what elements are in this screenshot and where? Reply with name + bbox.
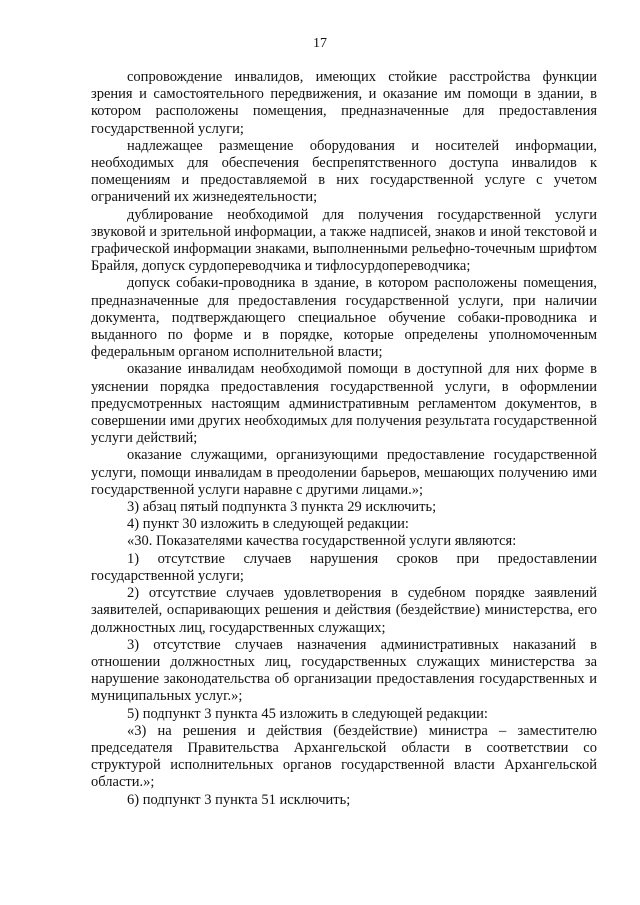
paragraph: оказание инвалидам необходимой помощи в доступной для них форме в уяснении порядка предоставления государственной услуги, в оформлении предусмотренных настоящим административным регламентом документов, в совершении ими других необходимых для получения результата государственной услуги действий; (91, 361, 597, 447)
paragraph: «30. Показателями качества государственной услуги являются: (127, 533, 517, 550)
paragraph: 1) отсутствие случаев нарушения сроков при предоставлении государственной услуги; (91, 550, 597, 584)
paragraph: дублирование необходимой для получения государственной услуги звуковой и зрительной информации, а также надписей, знаков и иной текстовой и графической информации знаками, выполненными рельефно-точечным шрифтом Брайля, допуск сурдопереводчика и тифлосурдопереводчика; (91, 206, 597, 275)
paragraph: 6) подпункт 3 пункта 51 исключить; (127, 791, 351, 808)
page-number: 17 (313, 36, 327, 51)
paragraph: надлежащее размещение оборудования и носителей информации, необходимых для обеспечения беспрепятственного доступа инвалидов к помещениям и предоставляемой в них государственной услуге с учетом ограничений их жизнедеятельности; (91, 137, 597, 206)
document-body (91, 69, 597, 809)
paragraph: сопровождение инвалидов, имеющих стойкие расстройства функции зрения и самостоятельного передвижения, и оказание им помощи в здании, в котором расположены помещения, предназначенные для предоставления государственной услуги; (91, 69, 597, 137)
paragraph: 3) отсутствие случаев назначения административных наказаний в отношении должностных лиц, государственных служащих министерства за нарушение законодательства об организации предоставления государственных и муниципальных услуг.»; (91, 636, 597, 705)
paragraph: оказание служащими, организующими предоставление государственной услуги, помощи инвалидам в преодолении барьеров, мешающих получению ими государственной услуги наравне с другими лицами.»; (91, 447, 597, 498)
paragraph: 5) подпункт 3 пункта 45 изложить в следующей редакции: (127, 705, 488, 722)
paragraph: 3) абзац пятый подпункта 3 пункта 29 исключить; (127, 499, 437, 516)
paragraph: 4) пункт 30 изложить в следующей редакции: (127, 516, 409, 533)
paragraph: 2) отсутствие случаев удовлетворения в судебном порядке заявлений заявителей, оспаривающих решения и действия (бездействие) министерства, его должностных лиц, государственных служащих; (91, 585, 597, 636)
paragraph: допуск собаки-проводника в здание, в котором расположены помещения, предназначенные для предоставления государственной услуги, при наличии документа, подтверждающего специальное обучение собаки-проводника и выданного по форме и в порядке, которые определены уполномоченным федеральным органом исполнительной власти; (91, 275, 597, 361)
paragraph: «3) на решения и действия (бездействие) министра – заместителю председателя Правительства Архангельской области в соответствии со структурой исполнительных органов государственной власти Архангельской области.»; (91, 722, 597, 791)
